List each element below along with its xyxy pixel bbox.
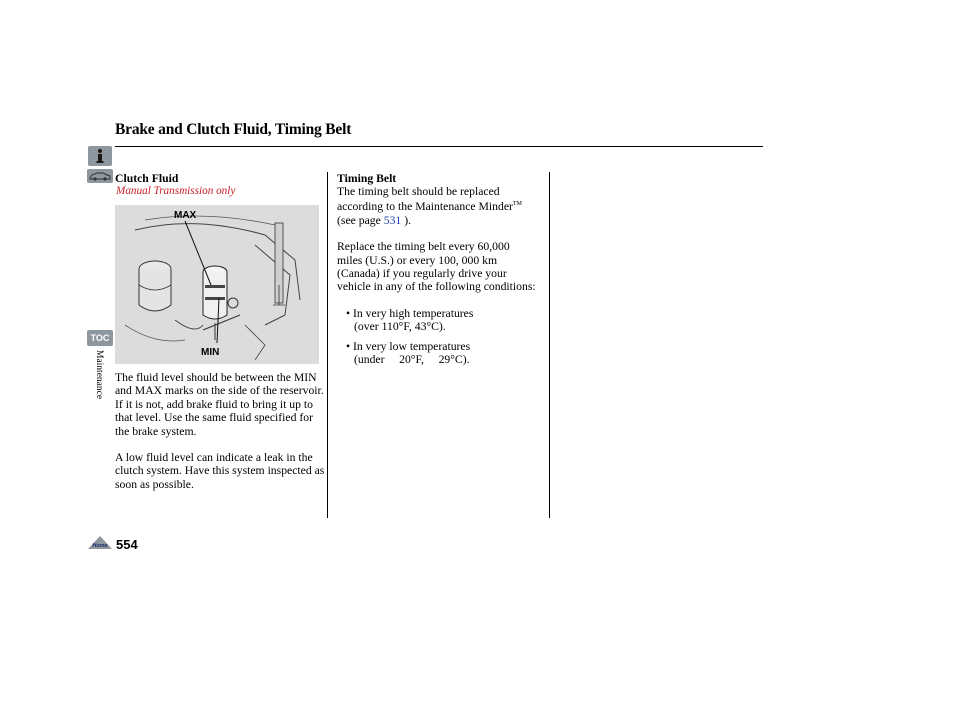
page-number: 554 — [116, 537, 138, 552]
timing-belt-intro — [337, 185, 537, 227]
timing-belt-heading: Timing Belt — [337, 172, 397, 185]
see-page-text: (see page — [337, 213, 384, 227]
conditions-list — [337, 307, 537, 367]
low-fluid-paragraph: A low fluid level can indicate a leak in the clutch system. Have this system inspected as soon as possible. — [115, 451, 325, 491]
timing-belt-text — [337, 185, 537, 366]
column-divider-1 — [327, 172, 328, 518]
page-531-link[interactable]: 531 — [383, 213, 402, 227]
column-divider-2 — [549, 172, 550, 518]
car-index-icon[interactable] — [87, 169, 113, 183]
bullet-low-line1: In very low temperatures — [353, 339, 471, 353]
trademark-mark: TM — [512, 201, 522, 208]
home-icon — [87, 535, 113, 550]
fluid-level-paragraph: The fluid level should be between the MIN and MAX marks on the side of the reservoir. If it is not, add brake fluid to bring it up to that level. Use the same fluid specified for the brake system. — [115, 371, 324, 438]
clutch-fluid-heading: Clutch Fluid — [115, 172, 179, 185]
clutch-fluid-text — [115, 371, 325, 491]
info-glyph-icon — [93, 148, 107, 164]
reservoir-illustration — [115, 205, 319, 364]
toc-button[interactable] — [87, 330, 113, 346]
home-label: Home — [92, 543, 108, 549]
list-item: • In very high temperatures (over 110°F, 43°C). — [346, 306, 474, 334]
intro-text: The timing belt should be replaced according to the Maintenance Minder — [337, 185, 513, 214]
title-divider — [115, 146, 763, 147]
min-label: MIN — [201, 347, 220, 358]
bullet-high-line2: (over 110°F, 43°C). — [354, 320, 446, 334]
bullet-high-line1: In very high temperatures — [353, 306, 474, 320]
toc-label: TOC — [90, 333, 110, 343]
max-label: MAX — [174, 210, 197, 221]
replace-belt-paragraph: Replace the timing belt every 60,000 miles (U.S.) or every 100, 000 km (Canada) if you regularly drive your vehicle in any of the following conditions: — [337, 240, 536, 294]
clutch-reservoir-figure — [115, 205, 319, 364]
manual-transmission-note: Manual Transmission only — [116, 185, 236, 197]
bullet-low-line2: (under 20°F, 29°C). — [354, 352, 470, 366]
car-glyph-icon — [88, 170, 112, 182]
info-icon[interactable] — [88, 146, 112, 166]
page-title: Brake and Clutch Fluid, Timing Belt — [115, 121, 352, 138]
home-button[interactable] — [87, 535, 113, 550]
section-tab-maintenance[interactable]: Maintenance — [94, 350, 104, 400]
list-item: • In very low temperatures (under 20°F, 29°C). — [346, 339, 471, 366]
after-link-text: ). — [401, 213, 412, 227]
